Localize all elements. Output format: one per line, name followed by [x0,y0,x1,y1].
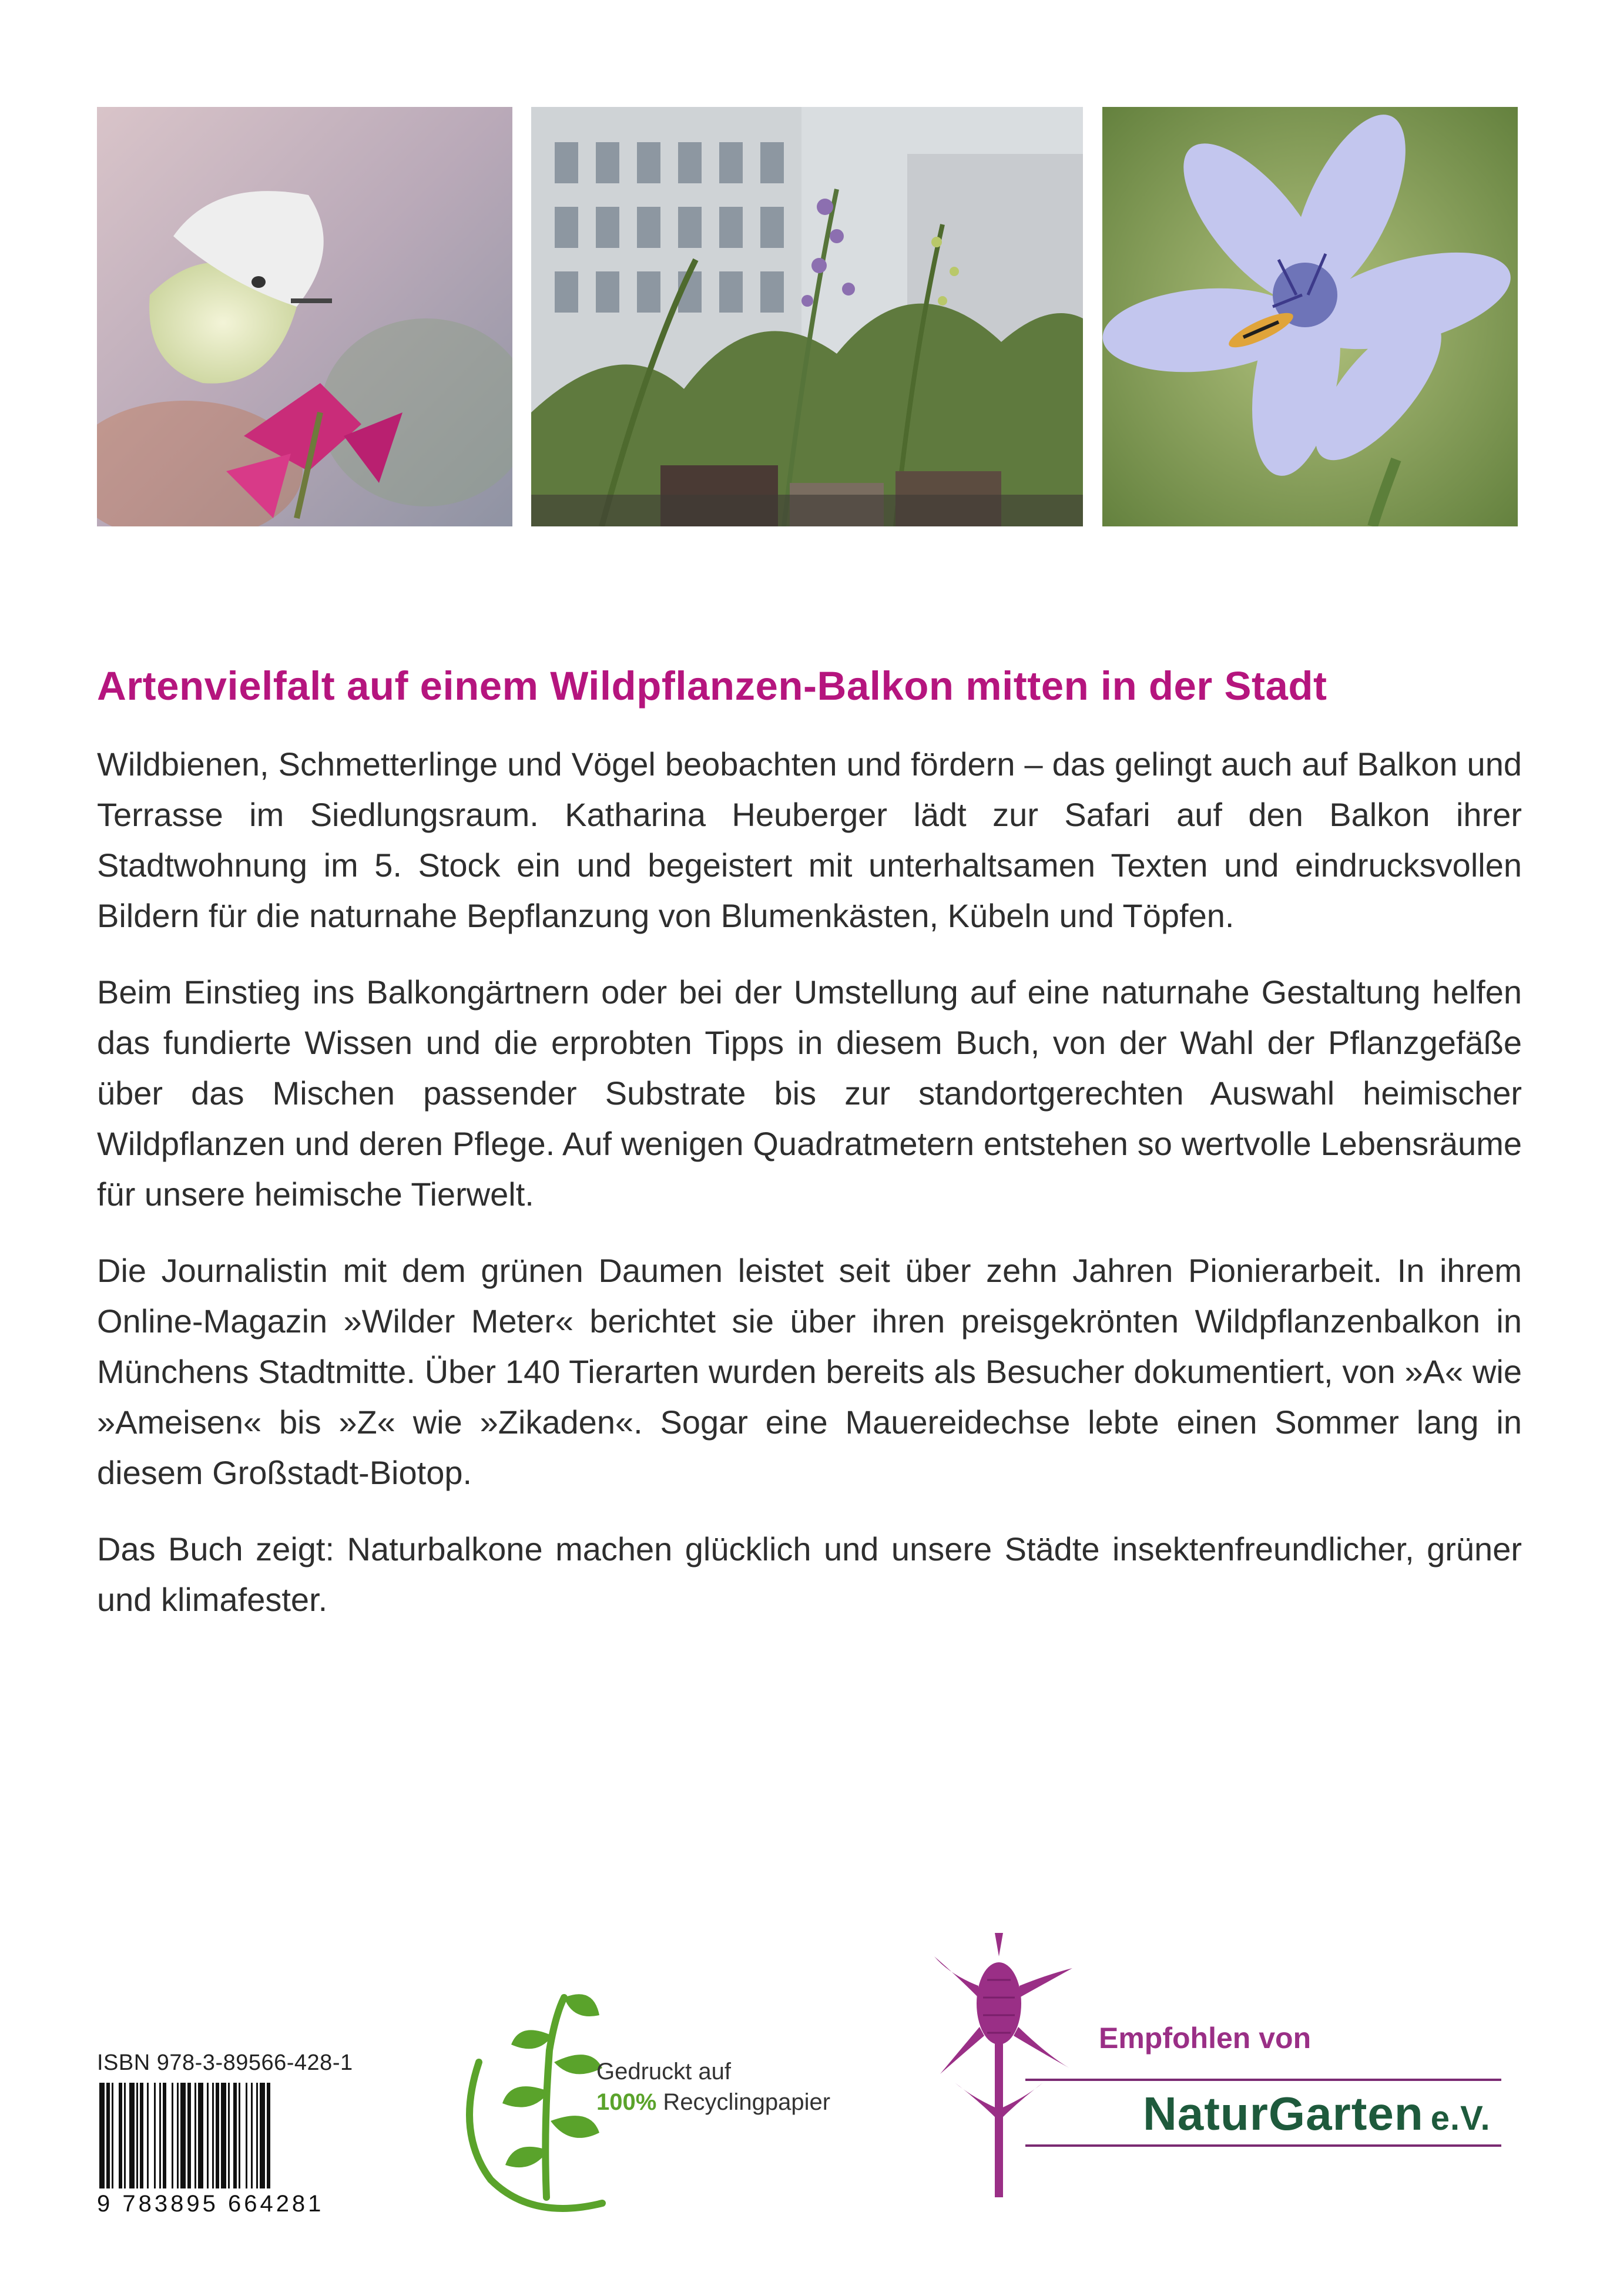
ng-recommend-label: Empfohlen von [1099,2022,1312,2055]
recycling-line1: Gedruckt auf [596,2059,732,2084]
ng-divider-top [1025,2079,1501,2081]
paragraph: Beim Einstieg ins Balkongärtnern oder bei der Umstellung auf eine naturnahe Gestaltung helfen das fundierte Wissen und die erprobten Tipps in diesem Buch, von der Wahl der Pflanzgefäße über das Mischen passender Substrate bis zur standortgerechten Auswahl heimischer Wildpflanzen und deren Pflege. Auf wenigen Quadratmetern entstehen so wertvolle Lebensräume für unsere heimische Tierwelt. [97,974,1522,1213]
barcode-bar [239,2083,240,2188]
barcode-bar [124,2083,126,2188]
barcode-bar [163,2083,166,2188]
balcony-plants-photo [531,107,1083,526]
barcode-bar [246,2083,247,2188]
barcode-bar [221,2083,226,2188]
headline: Artenvielfalt auf einem Wildpflanzen-Balkon mitten in der Stadt [97,663,1327,709]
chicory-hoverfly-photo [1102,107,1518,526]
ng-suffix: e.V. [1430,2099,1491,2137]
barcode-bar [147,2083,149,2188]
barcode-bar [187,2083,191,2188]
barcode-bar [180,2083,186,2188]
description [97,739,1522,1651]
ng-divider-bottom [1025,2144,1501,2147]
ng-name [1143,2087,1491,2141]
isbn-label: ISBN 978-3-89566-428-1 [97,2050,353,2075]
recycling-badge [444,1980,914,2221]
barcode-bar [112,2083,113,2188]
barcode-bar [212,2083,214,2188]
barcode-bar [140,2083,143,2188]
ng-name-text: NaturGarten [1143,2087,1424,2140]
recycling-line2 [596,2087,830,2117]
barcode-bar [216,2083,219,2188]
barcode-bar [99,2083,105,2188]
naturgarten-badge [931,1933,1525,2203]
barcode-bar [198,2083,203,2188]
barcode-icon [97,2083,364,2188]
paragraph: Wildbienen, Schmetterlinge und Vögel beobachten und fördern – das gelingt auch auf Balkon und Terrasse im Siedlungsraum. Katharina Heuberger lädt zur Safari auf den Balkon ihrer Stadtwohnung im 5. Stock ein und begeistert mit unterhaltsamen Texten und eindrucksvollen Bildern für die naturnahe Bepflanzung von Blumenkästen, Kübeln und Töpfen. [97,746,1522,934]
teasel-logo-icon [931,1933,1102,2203]
barcode-bar [207,2083,209,2188]
barcode-bar [172,2083,173,2188]
barcode-bar [194,2083,196,2188]
barcode-bar [154,2083,156,2188]
paragraph: Das Buch zeigt: Naturbalkone machen glücklich und unsere Städte insektenfreundlicher, grüner und klimafester. [97,1530,1522,1618]
barcode-bar [136,2083,138,2188]
barcode-bar [177,2083,179,2188]
barcode-bar [119,2083,122,2188]
barcode-bar [251,2083,253,2188]
barcode-bar [159,2083,161,2188]
barcode-bar [256,2083,258,2188]
recycling-text [596,2056,830,2117]
recycling-percent: 100% [596,2089,657,2115]
paragraph: Die Journalistin mit dem grünen Daumen leistet seit über zehn Jahren Pionierarbeit. In ihrem Online-Magazin »Wilder Meter« berichtet sie über ihren preisgekrönten Wildpflanzenbalkon in Münchens Stadtmitte. Über 140 Tierarten wurden bereits als Besucher dokumentiert, von »A« wie »Ameisen« bis »Z« wie »Zikaden«. Sogar eine Mauereidechse lebte einen Sommer lang in diesem Großstadt-Biotop. [97,1252,1522,1491]
barcode-bar [233,2083,237,2188]
barcode-bar [129,2083,135,2188]
barcode-bar [260,2083,265,2188]
butterfly-photo [97,107,512,526]
barcode-bar [228,2083,230,2188]
recycling-paper-label: Recyclingpapier [656,2089,831,2115]
barcode-bar [106,2083,110,2188]
isbn-digits: 9 783895 664281 [97,2191,324,2217]
isbn-block [97,2050,373,2217]
barcode-bar [267,2083,270,2188]
